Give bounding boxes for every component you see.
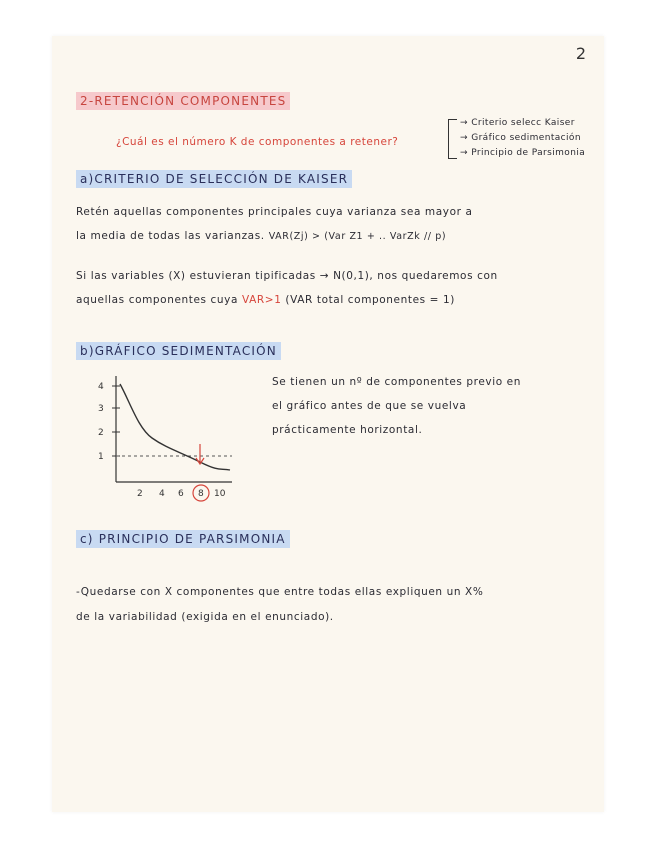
parsimonia-line-2: de la variabilidad (exigida en el enunciado). — [76, 611, 334, 623]
x-tick-label: 4 — [159, 489, 165, 499]
scree-heading: b)GRÁFICO SEDIMENTACIÓN — [76, 342, 281, 360]
scree-text-line-2: el gráfico antes de que se vuelva — [272, 400, 467, 412]
kaiser-line-4: aquellas componentes cuya VAR>1 (VAR total componentes = 1) — [76, 294, 455, 306]
kaiser-line-1: Retén aquellas componentes principales cuya varianza sea mayor a — [76, 206, 473, 218]
x-tick-label: 10 — [214, 489, 226, 499]
y-tick-label: 4 — [98, 382, 104, 392]
kaiser-heading: a)CRITERIO DE SELECCIÓN DE KAISER — [76, 170, 352, 188]
scree-plot-svg — [90, 372, 240, 512]
x-tick-label: 2 — [137, 489, 143, 499]
criteria-item-scree: → Gráfico sedimentación — [460, 133, 581, 143]
kaiser-line-2: la media de todas las varianzas. VAR(Zj) > (Var Z1 + .. VarZk // p) — [76, 230, 447, 242]
scree-curve — [120, 384, 230, 470]
scree-text-line-1: Se tienen un nº de componentes previo en — [272, 376, 522, 388]
criteria-item-parsimonia: → Principio de Parsimonia — [460, 148, 586, 158]
page-number: 2 — [575, 44, 586, 63]
x-tick-label: 6 — [178, 489, 184, 499]
parsimonia-heading: c) PRINCIPIO DE PARSIMONIA — [76, 530, 290, 548]
y-tick-label: 3 — [98, 404, 104, 414]
y-tick-label: 1 — [98, 452, 104, 462]
section-title: 2-RETENCIÓN COMPONENTES — [76, 92, 290, 110]
x-tick-label-highlight: 8 — [198, 489, 204, 499]
parsimonia-line-1: -Quedarse con X componentes que entre todas ellas expliquen un X% — [76, 586, 484, 598]
scree-plot — [90, 372, 240, 516]
criteria-item-kaiser: → Criterio selecc Kaiser — [460, 118, 575, 128]
notebook-page — [52, 36, 604, 812]
criteria-brace — [448, 119, 457, 159]
kaiser-line-3: Si las variables (X) estuvieran tipificadas → N(0,1), nos quedaremos con — [76, 270, 498, 282]
scree-text-line-3: prácticamente horizontal. — [272, 424, 423, 436]
y-tick-label: 2 — [98, 428, 104, 438]
retention-question: ¿Cuál es el número K de componentes a retener? — [116, 136, 399, 148]
